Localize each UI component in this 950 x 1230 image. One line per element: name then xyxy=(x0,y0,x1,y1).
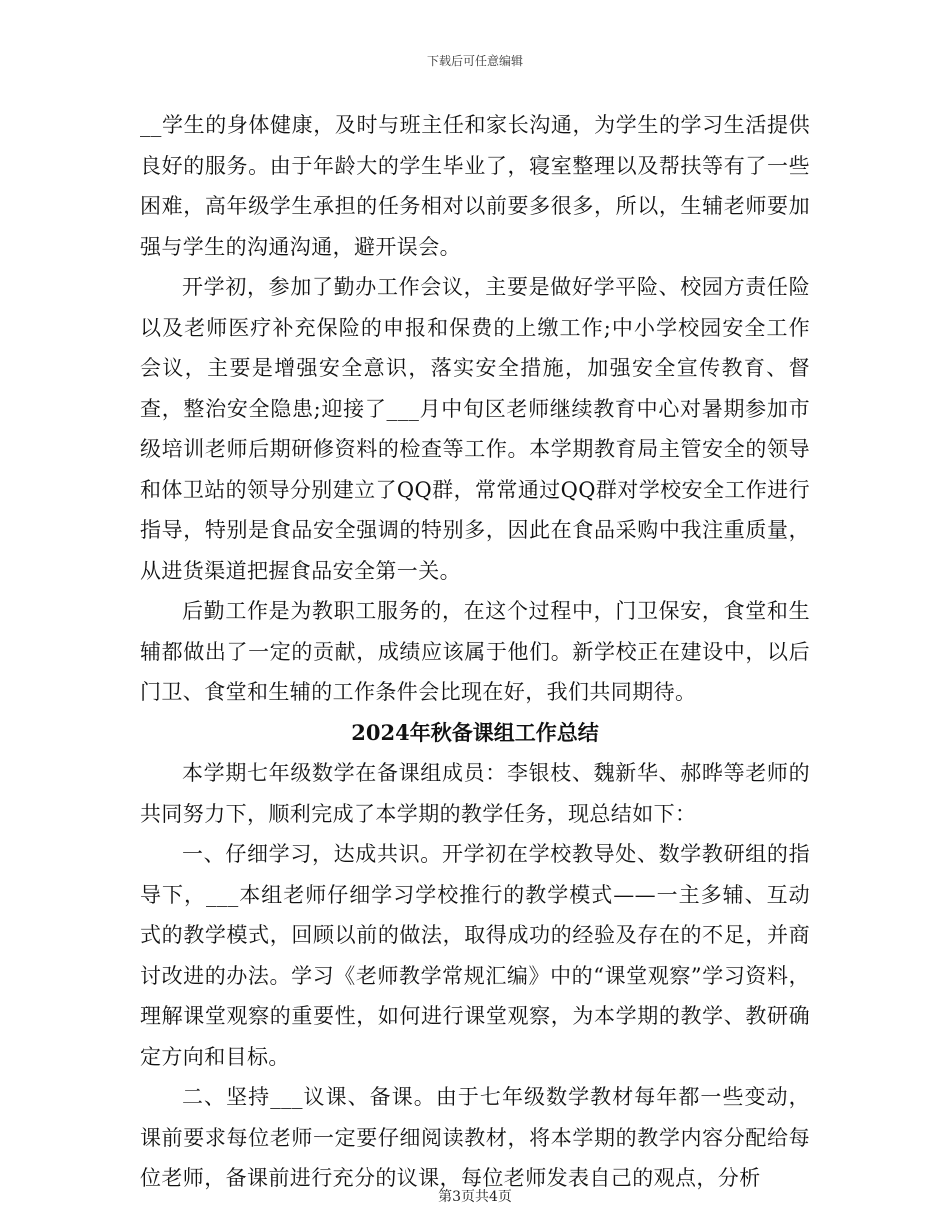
paragraph-intro: 本学期七年级数学在备课组成员：李银枝、魏新华、郝晔等老师的共同努力下，顺利完成了本学期的教学任务，现总结如下： xyxy=(140,761,810,826)
paragraph-meetings: 开学初，参加了勤办工作会议，主要是做好学平险、校园方责任险以及老师医疗补充保险的申报和保费的上缴工作;中小学校园安全工作会议，主要是增强安全意识，落实安全措施，加强安全宣传教育、督查，整治安全隐患;迎接了___月中旬区老师继续教育中心对暑期参加市级培训老师后期研修资料的检查等工作。本学期教育局主管安全的领导和体卫站的领导分别建立了QQ群，常常通过QQ群对学校安全工作进行指导，特别是食品安全强调的特别多，因此在食品采购中我注重质量，从进货渠道把握食品安全第一关。 xyxy=(140,275,810,583)
paragraph-continued: __学生的身体健康，及时与班主任和家长沟通，为学生的学习生活提供良好的服务。由于年龄大的学生毕业了，寝室整理以及帮扶等有了一些困难，高年级学生承担的任务相对以前要多很多，所以，生辅老师要加强与学生的沟通沟通，避开误会。 xyxy=(140,113,810,259)
page-footer: 第3页共4页 xyxy=(438,1189,512,1205)
document-body xyxy=(140,105,810,1199)
paragraph-point-two: 二、坚持___议课、备课。由于七年级数学教材每年都一些变动，课前要求每位老师一定要仔细阅读教材，将本学期的教学内容分配给每位老师，备课前进行充分的议课，每位老师发表自己的观点，分析 xyxy=(140,1085,810,1190)
paragraph-point-one: 一、仔细学习，达成共识。开学初在学校教导处、数学教研组的指导下，___本组老师仔细学习学校推行的教学模式——一主多辅、互动式的教学模式，回顾以前的做法，取得成功的经验及存在的不足，并商讨改进的办法。学习《老师教学常规汇编》中的“课堂观察”学习资料，理解课堂观察的重要性，如何进行课堂观察，为本学期的教学、教研确定方向和目标。 xyxy=(140,842,810,1069)
section-title: 2024年秋备课组工作总结 xyxy=(351,719,599,745)
page-header: 下载后可任意编辑 xyxy=(426,54,523,68)
paragraph-logistics: 后勤工作是为教职工服务的，在这个过程中，门卫保安，食堂和生辅都做出了一定的贡献，成绩应该属于他们。新学校正在建设中，以后门卫、食堂和生辅的工作条件会比现在好，我们共同期待。 xyxy=(140,599,810,704)
